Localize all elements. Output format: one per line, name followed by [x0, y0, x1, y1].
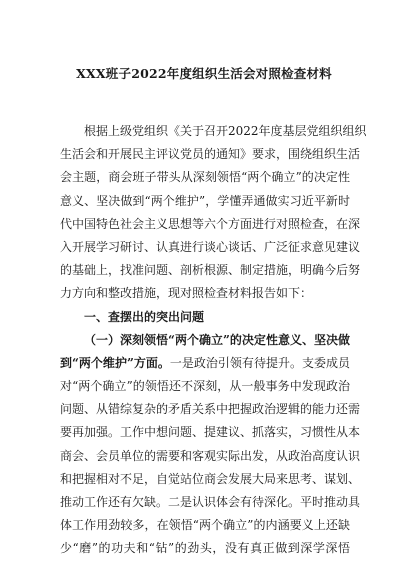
- section-heading: 一、查摆出的突出问题: [84, 309, 205, 324]
- paragraph-line: 商会、会员单位的需要和客观实际出发，从政治高度认识: [60, 448, 361, 463]
- paragraph-line: 少“磨”的功夫和“钻”的劲头，没有真正做到深学深悟: [60, 541, 350, 556]
- paragraph-line: 入开展学习研讨、认真进行谈心谈话、广泛征求意见建议: [60, 239, 361, 254]
- paragraph-line: 的基础上，找准问题、剖析根源、制定措施，明确今后努: [60, 263, 361, 278]
- paragraph-line: 问题、从错综复杂的矛盾关系中把握政治逻辑的能力还需: [60, 402, 361, 417]
- paragraph-line: 根据上级党组织《关于召开2022年度基层党组织组织: [84, 124, 367, 138]
- paragraph-line: 体工作用劲较多，在领悟“两个确立”的内涵要义上还缺: [60, 518, 350, 533]
- document-title: XXX班子2022年度组织生活会对照检查材料: [76, 66, 332, 81]
- paragraph-line: 要再加强。工作中想问题、提建议、抓落实，习惯性从本: [60, 425, 361, 440]
- subsection-heading-tail: 到“两个维护”方面。: [60, 355, 170, 370]
- paragraph-line: 力方向和整改措施，现对照检查材料报告如下：: [60, 286, 313, 301]
- paragraph-line: 生活会和开展民主评议党员的通知》要求，围绕组织生活: [60, 147, 361, 162]
- subsection-heading: （一）深刻领悟“两个确立”的决定性意义、坚决做: [84, 332, 350, 347]
- paragraph-line: 推动工作还有欠缺。二是认识体会有待深化。平时推动具: [60, 495, 361, 509]
- paragraph-text: 一是政治引领有待提升。支委成员: [169, 355, 350, 370]
- paragraph-line: 会主题，商会班子带头从深刻领悟“两个确立”的决定性: [60, 170, 350, 185]
- paragraph-line: 和把握相对不足，自觉站位商会发展大局来思考、谋划、: [60, 471, 361, 486]
- subsection-heading-continued: [60, 352, 350, 375]
- document-body: [60, 120, 367, 561]
- paragraph-line: 代中国特色社会主义思想等六个方面进行对照检查，在深: [60, 216, 361, 231]
- paragraph-line: 对“两个确立”的领悟还不深刻，从一般事务中发现政治: [60, 379, 350, 394]
- paragraph-line: 意义、坚决做到“两个维护”，学懂弄通做实习近平新时: [60, 193, 350, 208]
